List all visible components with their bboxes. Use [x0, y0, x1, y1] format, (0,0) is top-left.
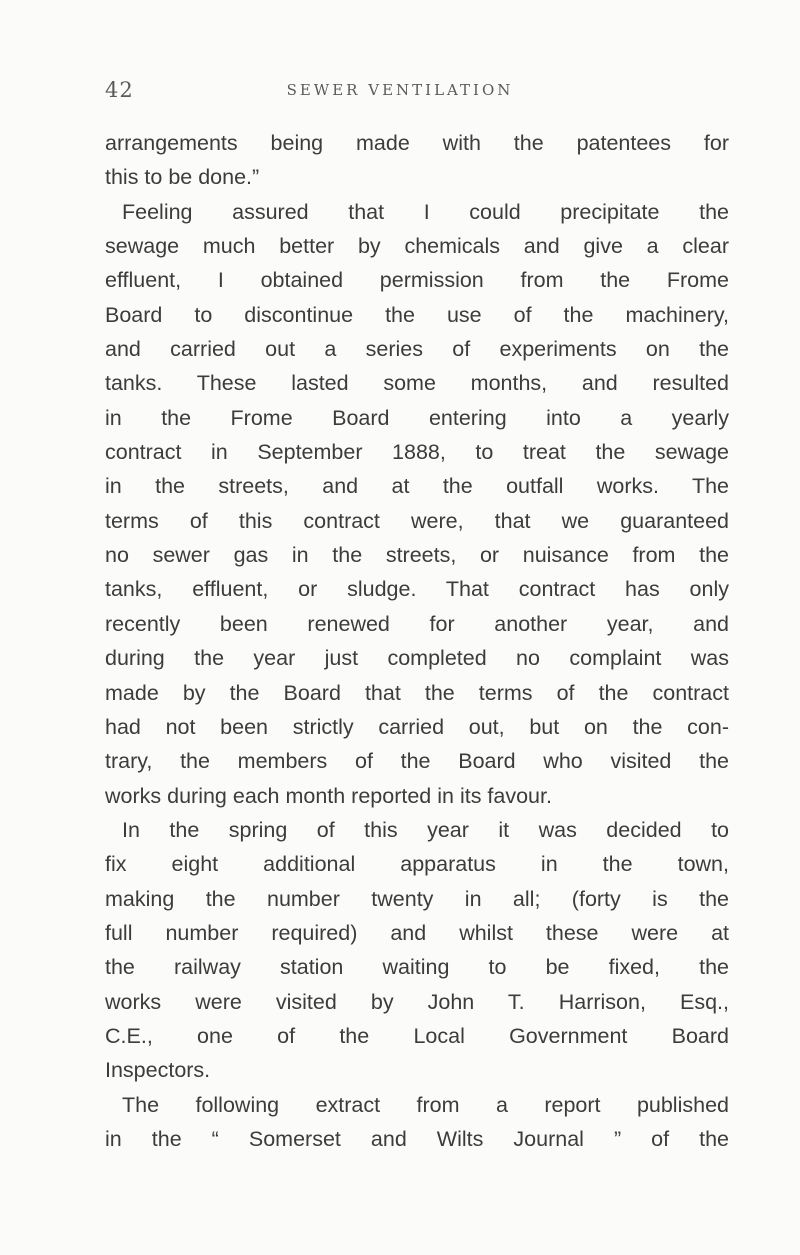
text-line: had not been strictly carried out, but on the con-	[105, 714, 729, 739]
text-line: making the number twenty in all; (forty is the	[105, 886, 729, 911]
text-line: In the spring of this year it was decided to	[122, 817, 729, 842]
page-header	[0, 78, 800, 108]
text-line: trary, the members of the Board who visited the	[105, 749, 729, 774]
text-line: fix eight additional apparatus in the town,	[105, 852, 729, 877]
text-line: effluent, I obtained permission from the Frome	[105, 268, 729, 293]
text-line: C.E., one of the Local Government Board	[105, 1023, 729, 1048]
text-line: made by the Board that the terms of the contract	[105, 680, 729, 705]
text-line: the railway station waiting to be fixed, the	[105, 955, 729, 980]
running-title: SEWER VENTILATION	[286, 81, 514, 99]
text-line: during the year just completed no complaint was	[105, 646, 729, 671]
text-line: works during each month reported in its favour.	[105, 783, 552, 808]
text-line: contract in September 1888, to treat the sewage	[105, 440, 729, 465]
text-line: this to be done.”	[105, 165, 260, 190]
text-line: The following extract from a report published	[122, 1092, 729, 1117]
text-line: Board to discontinue the use of the machinery,	[105, 302, 729, 327]
text-line: works were visited by John T. Harrison, Esq.,	[105, 989, 729, 1014]
text-line: in the Frome Board entering into a yearly	[105, 405, 729, 430]
body-text	[105, 126, 729, 1156]
text-line: terms of this contract were, that we guaranteed	[105, 508, 729, 533]
text-line: recently been renewed for another year, and	[105, 611, 729, 636]
text-line: in the “ Somerset and Wilts Journal ” of the	[105, 1126, 729, 1151]
text-line: Inspectors.	[105, 1058, 211, 1083]
text-line: arrangements being made with the patentees for	[105, 131, 729, 155]
text-line: sewage much better by chemicals and give a clear	[105, 234, 729, 259]
text-line: in the streets, and at the outfall works. The	[105, 474, 729, 499]
text-line: and carried out a series of experiments on the	[105, 337, 729, 362]
text-line: tanks, effluent, or sludge. That contract has only	[105, 577, 729, 602]
text-line: Feeling assured that I could precipitate the	[122, 199, 729, 224]
text-line: full number required) and whilst these were at	[105, 920, 729, 945]
page-number: 42	[105, 78, 134, 102]
text-line: tanks. These lasted some months, and resulted	[105, 371, 729, 396]
text-line: no sewer gas in the streets, or nuisance from the	[105, 543, 729, 568]
